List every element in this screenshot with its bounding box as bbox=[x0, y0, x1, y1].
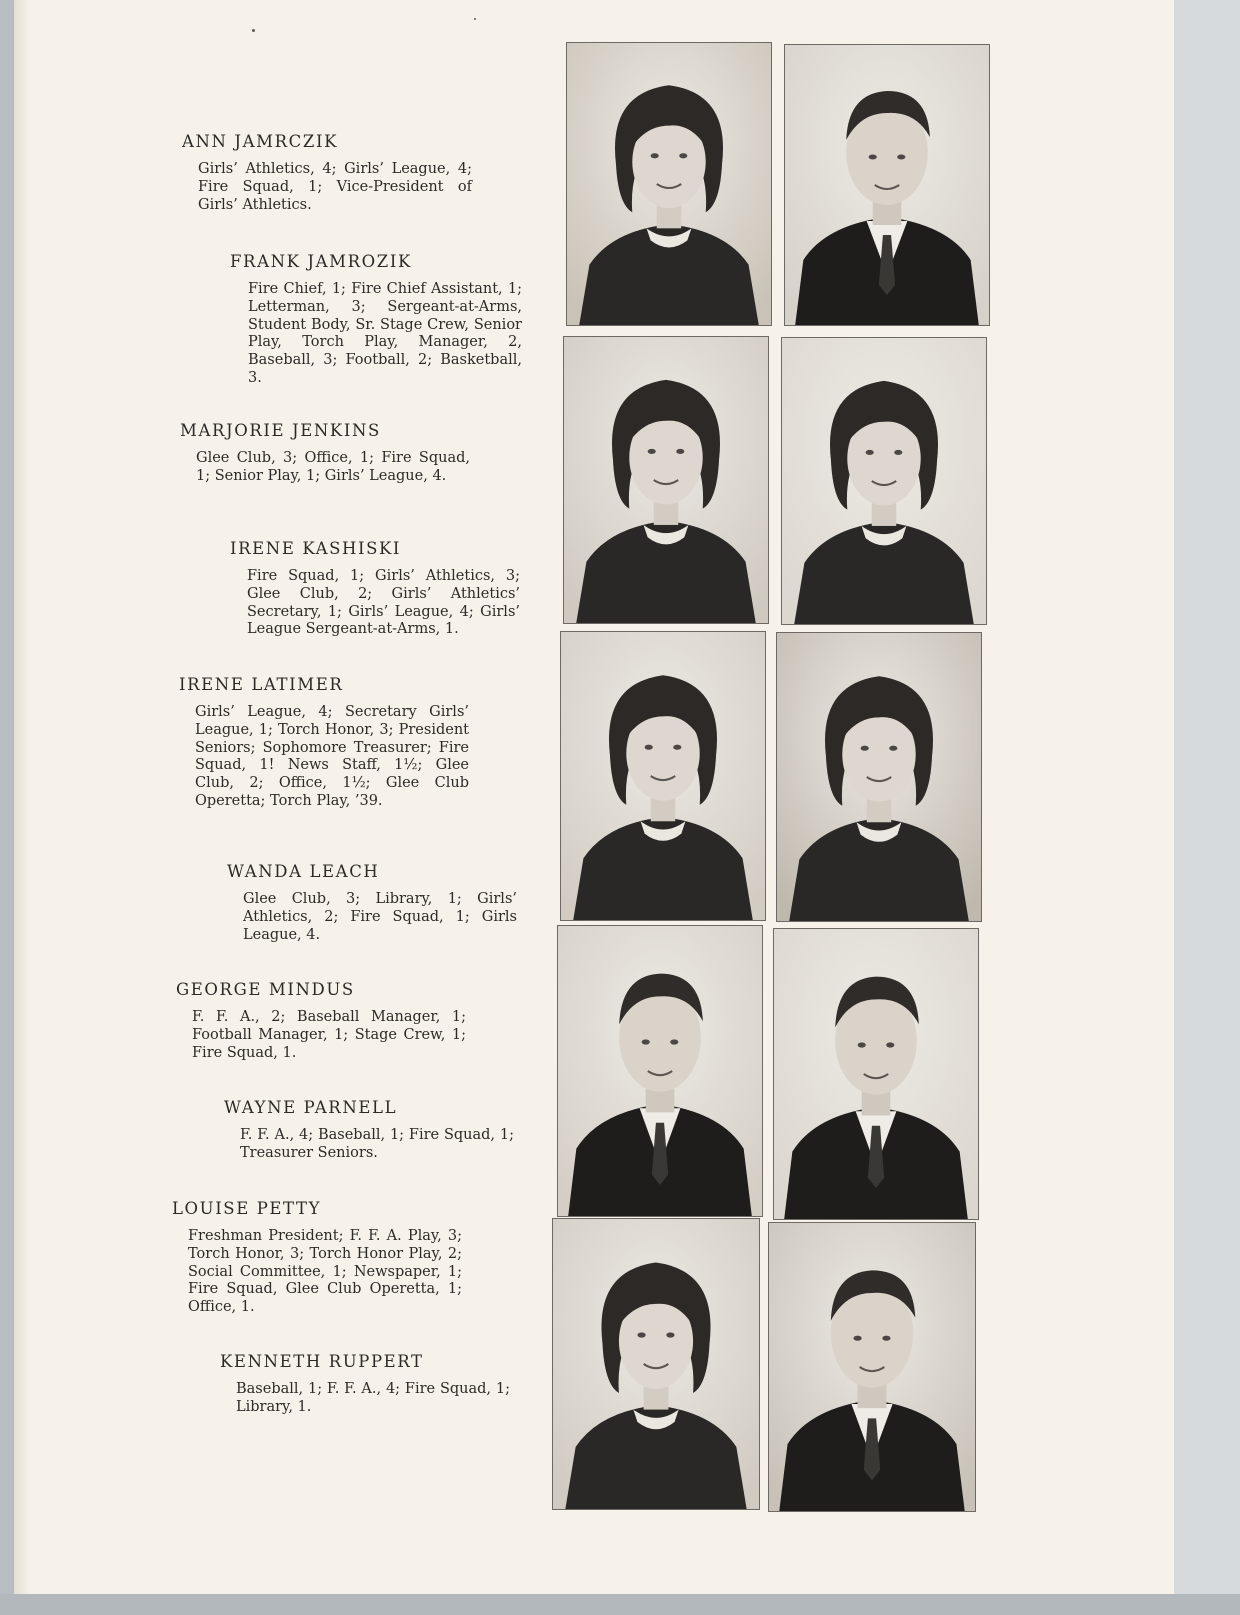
portrait-irene-kashiski bbox=[781, 337, 987, 625]
portrait-image bbox=[567, 43, 771, 325]
student-activities: Glee Club, 3; Office, 1; Fire Squad, 1; Senior Play, 1; Girls’ League, 4. bbox=[196, 450, 470, 484]
page-binding bbox=[14, 0, 30, 1594]
student-activities: Girls’ Athletics, 4; Girls’ League, 4; Fire Squad, 1; Vice-President of Girls’ Athletics. bbox=[198, 161, 472, 213]
portrait-image bbox=[769, 1223, 975, 1511]
student-name: MARJORIE JENKINS bbox=[180, 421, 381, 440]
student-name: LOUISE PETTY bbox=[172, 1199, 322, 1218]
paper-speck bbox=[474, 18, 476, 20]
student-name: IRENE LATIMER bbox=[179, 675, 344, 694]
student-activities: Fire Squad, 1; Girls’ Athletics, 3; Glee Club, 2; Girls’ Athletics’ Secretary, 1; Girls’ League, 4; Girls’ League Sergeant-at-Arms, 1. bbox=[247, 568, 520, 638]
portrait-george-mindus bbox=[557, 925, 763, 1217]
portrait-irene-latimer bbox=[560, 631, 766, 921]
student-name: FRANK JAMROZIK bbox=[230, 252, 412, 271]
student-name: WANDA LEACH bbox=[227, 862, 380, 881]
portrait-image bbox=[774, 929, 978, 1219]
student-entry bbox=[220, 1352, 510, 1417]
student-name: ANN JAMRCZIK bbox=[182, 132, 339, 151]
portrait-frank-jamrozik bbox=[784, 44, 990, 326]
student-entry bbox=[180, 421, 470, 486]
portrait-image bbox=[558, 926, 762, 1216]
yearbook-page bbox=[14, 0, 1174, 1594]
paper-speck bbox=[252, 29, 255, 32]
student-name: WAYNE PARNELL bbox=[224, 1098, 398, 1117]
portrait-louise-petty bbox=[552, 1218, 760, 1510]
student-entry bbox=[176, 980, 466, 1062]
portrait-image bbox=[561, 632, 765, 920]
portrait-image bbox=[553, 1219, 759, 1509]
student-activities: F. F. A., 4; Baseball, 1; Fire Squad, 1; Treasurer Seniors. bbox=[240, 1127, 514, 1161]
student-name: GEORGE MINDUS bbox=[176, 980, 355, 999]
student-activities: Fire Chief, 1; Fire Chief Assistant, 1; Letterman, 3; Sergeant-at-Arms, Student Body, Sr. Stage Crew, Senior Play, Torch Play, Manager, 2, Baseball, 3; Football, 2; Basketball, 3. bbox=[248, 281, 522, 386]
portrait-marjorie-jenkins bbox=[563, 336, 769, 624]
student-entry bbox=[230, 252, 522, 388]
student-activities: F. F. A., 2; Baseball Manager, 1; Football Manager, 1; Stage Crew, 1; Fire Squad, 1. bbox=[192, 1009, 466, 1061]
student-name: IRENE KASHISKI bbox=[230, 539, 402, 558]
portrait-kenneth-ruppert bbox=[768, 1222, 976, 1512]
student-activities: Freshman President; F. F. A. Play, 3; Torch Honor, 3; Torch Honor Play, 2; Social Committee, 1; Newspaper, 1; Fire Squad, Glee Club Operetta, 1; Office, 1. bbox=[188, 1228, 462, 1316]
student-entry bbox=[182, 132, 472, 214]
portrait-ann-jamrczik bbox=[566, 42, 772, 326]
student-entry bbox=[179, 675, 469, 811]
portrait-image bbox=[777, 633, 981, 921]
student-activities: Glee Club, 3; Library, 1; Girls’ Athletics, 2; Fire Squad, 1; Girls League, 4. bbox=[243, 891, 517, 943]
student-entry bbox=[224, 1098, 514, 1163]
portrait-image bbox=[564, 337, 768, 623]
student-entry bbox=[227, 862, 517, 944]
student-name: KENNETH RUPPERT bbox=[220, 1352, 424, 1371]
student-activities: Girls’ League, 4; Secretary Girls’ League, 1; Torch Honor, 3; President Seniors; Sophomore Treasurer; Fire Squad, 1! News Staff, 1½; Glee Club, 2; Office, 1½; Glee Club Operetta; Torch Play, ’39. bbox=[195, 704, 469, 809]
scan-bottom bbox=[0, 1594, 1240, 1615]
portrait-wanda-leach bbox=[776, 632, 982, 922]
student-activities: Baseball, 1; F. F. A., 4; Fire Squad, 1; Library, 1. bbox=[236, 1381, 510, 1415]
portrait-image bbox=[785, 45, 989, 325]
student-entry bbox=[172, 1199, 462, 1317]
portrait-wayne-parnell bbox=[773, 928, 979, 1220]
portrait-image bbox=[782, 338, 986, 624]
student-entry bbox=[230, 539, 520, 639]
scan-edge bbox=[1174, 0, 1240, 1615]
